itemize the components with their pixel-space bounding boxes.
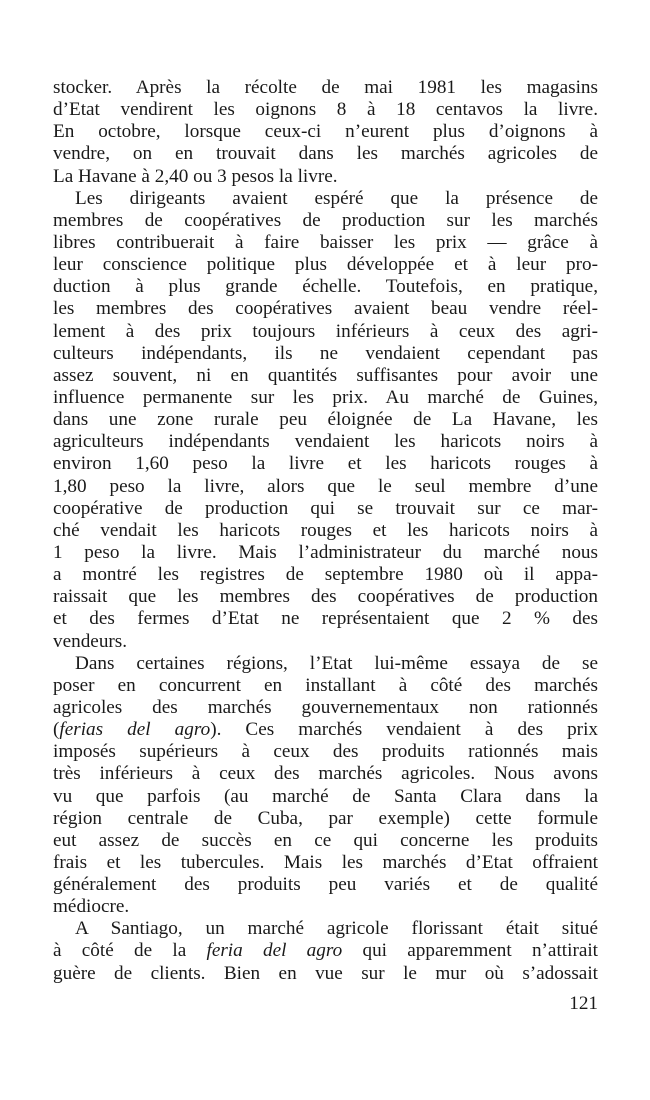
paragraph — [53, 653, 598, 919]
text-line: Dans certaines régions, l’Etat lui-même essaya de se — [75, 652, 598, 674]
text-line: très inférieurs à ceux des marchés agricoles. Nous avons — [53, 763, 598, 785]
text-line: 1,80 peso la livre, alors que le seul membre d’une — [53, 475, 598, 497]
text-line: La Havane à 2,40 ou 3 pesos la livre. — [53, 165, 338, 187]
text-line: poser en concurrent en installant à côté des marchés — [53, 674, 598, 696]
text-line: a montré les registres de septembre 1980 où il appa- — [53, 564, 598, 586]
text-line: membres de coopératives de production sur les marchés — [53, 209, 598, 231]
text-line: libres contribuerait à faire baisser les prix — grâce à — [53, 231, 598, 253]
text-line: environ 1,60 peso la livre et les haricots rouges à — [53, 453, 598, 475]
text-line: vendeurs. — [53, 630, 128, 652]
text-line: agricoles des marchés gouvernementaux non rationnés — [53, 696, 598, 718]
body-text — [53, 77, 598, 985]
text-line: leur conscience politique plus développée et à leur pro- — [53, 254, 598, 276]
text-line: Les dirigeants avaient espéré que la présence de — [75, 187, 598, 209]
text-line: raissait que les membres des coopératives de production — [53, 586, 598, 608]
text-line: et des fermes d’Etat ne représentaient que 2 % des — [53, 608, 598, 630]
text-line: vu que parfois (au marché de Santa Clara dans la — [53, 785, 598, 807]
text-line: d’Etat vendirent les oignons 8 à 18 centavos la livre. — [53, 99, 598, 121]
italic-term: feria del agro — [206, 940, 343, 962]
text-line: agriculteurs indépendants vendaient les haricots noirs à — [53, 431, 598, 453]
text-line: assez souvent, ni en quantités suffisantes pour avoir une — [53, 364, 598, 386]
text-line: à côté de la feria del agro qui apparemment n’attirait — [53, 940, 599, 962]
text-line: duction à plus grande échelle. Toutefois, en pratique, — [53, 276, 598, 298]
text-line: eut assez de succès en ce qui concerne les produits — [53, 829, 598, 851]
paragraph — [53, 188, 598, 653]
text-line: culteurs indépendants, ils ne vendaient cependant pas — [53, 342, 598, 364]
text-line: généralement des produits peu variés et de qualité — [53, 874, 598, 896]
text-line: imposés supérieurs à ceux des produits rationnés mais — [53, 741, 598, 763]
text-line: guère de clients. Bien en vue sur le mur où s’adossait — [53, 962, 598, 984]
text-line: les membres des coopératives avaient beau vendre réel- — [53, 298, 598, 320]
text-line: frais et les tubercules. Mais les marchés d’Etat offraient — [53, 851, 598, 873]
text-line: ché vendait les haricots rouges et les haricots noirs à — [53, 519, 598, 541]
text-line: région centrale de Cuba, par exemple) cette formule — [53, 807, 598, 829]
paragraph — [53, 918, 598, 984]
text-line: En octobre, lorsque ceux-ci n’eurent plus d’oignons à — [53, 121, 598, 143]
text-line: stocker. Après la récolte de mai 1981 les magasins — [53, 77, 598, 98]
text-line: coopérative de production qui se trouvait sur ce mar- — [53, 497, 598, 519]
text-line: dans une zone rurale peu éloignée de La Havane, les — [53, 409, 598, 431]
italic-term: ferias del agro — [59, 719, 211, 741]
text-line: (ferias del agro). Ces marchés vendaient à des prix — [53, 719, 598, 741]
paragraph — [53, 77, 598, 188]
text-line: 1 peso la livre. Mais l’administrateur du marché nous — [53, 541, 598, 563]
text-line: vendre, on en trouvait dans les marchés agricoles de — [53, 143, 598, 165]
text-line: médiocre. — [53, 896, 130, 918]
text-line: A Santiago, un marché agricole florissant était situé — [75, 918, 598, 940]
text-line: lement à des prix toujours inférieurs à ceux des agri- — [53, 320, 598, 342]
page-number: 121 — [569, 993, 598, 1014]
text-line: influence permanente sur les prix. Au marché de Guines, — [53, 386, 598, 408]
